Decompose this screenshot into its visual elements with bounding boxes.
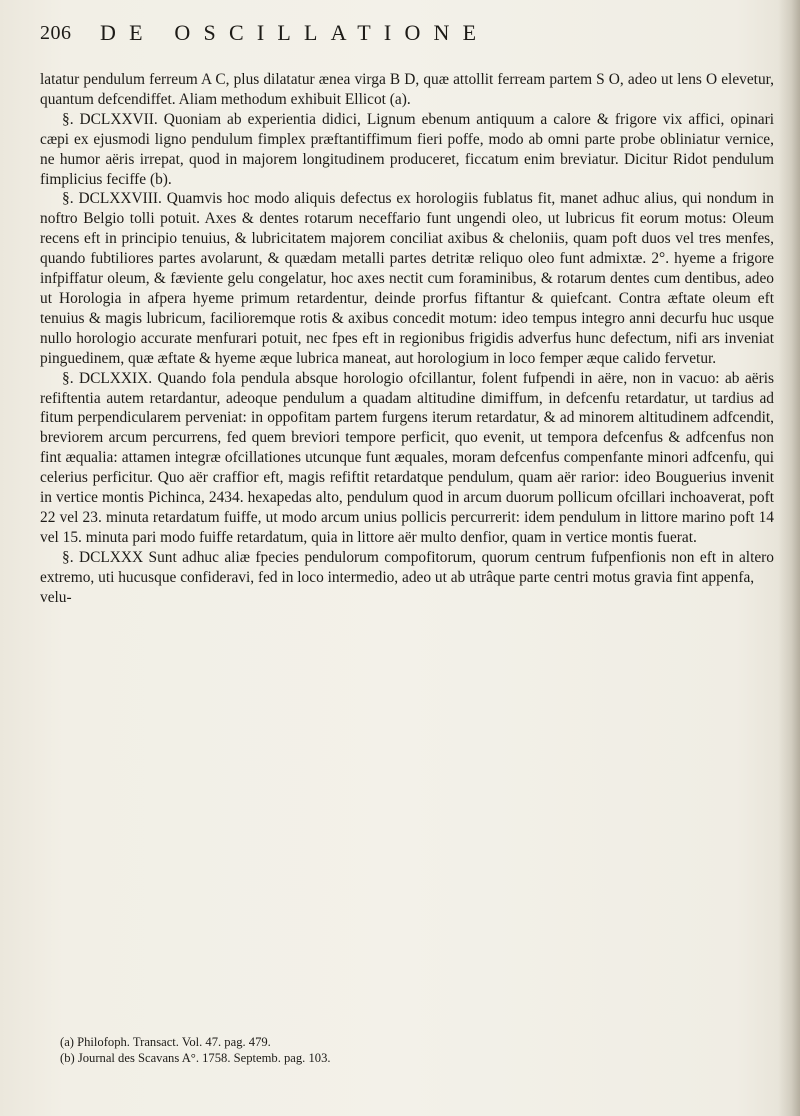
footnote-a: (a) Philofoph. Transact. Vol. 47. pag. 479. [60, 1035, 271, 1049]
page-edge-shadow [778, 0, 800, 1116]
running-title: DE OSCILLATIONE [100, 20, 490, 45]
page-header [40, 20, 760, 56]
page-number: 206 [40, 22, 72, 44]
paragraph-dclxxviii: §. DCLXXVIII. Quamvis hoc modo aliquis defectus ex horologiis fublatus fit, manet adhuc alius, qui nondum in noftro Belgio tolli potuit. Axes & dentes rotarum neceffario funt ungendi oleo, ut lubricus fit eorum motus: Oleum recens eft in principio tenuius, & lubricitatem majorem conciliat axibus & cheloniis, quam poft duos vel tres menfes, quando fubtiliores partes avolarunt, & quædam metalli partes detritæ reliquo oleo funt admixtæ. 2°. hyeme a frigore infpiffatur oleum, & fæviente gelu congelatur, hoc axes nectit cum foraminibus, & rotarum dentes cum dentibus, adeo ut Horologia in afpera hyeme primum retardentur, deinde prorfus fiftantur & quiefcant. Contra æftate oleum eft tenuius & magis lubricum, facilioremque rotis & axibus concedit motum: ideo tempus integro anni decurfu huc usque nullo horologio accurate menfurari potuit, nec fpes eft in regionibus frigidis adverfus hunc defectum, nifi ars inveniat pinguedinem, quæ æftate & hyeme æque lubrica maneat, aut horologium in loco femper æque calido fervetur. [40, 190, 774, 367]
body-text [40, 70, 774, 607]
paragraph-continuation: latatur pendulum ferreum A C, plus dilatatur ænea virga B D, quæ attollit ferream partem S O, adeo ut lens O elevetur, quantum defcendiffet. Aliam methodum exhibuit Ellicot (a). [40, 71, 774, 108]
paragraph-dclxxix: §. DCLXXIX. Quando fola pendula absque horologio ofcillantur, folent fufpendi in aëre, non in vacuo: ab aëris refiftentia autem retardantur, adeoque pendulum a quadam altitudine dimiffum, in defcenfu retardatur, ut tardius ad fitum perpendicularem perveniat: in oppofitam partem furgens iterum retardatur, & ad minorem altitudinem adfcendit, breviorem arcum percurrens, fed quem breviori tempore perficit, quo evenit, ut tempora defcenfus & adfcenfus non fint æqualia: attamen integræ ofcillationes utcunque funt æquales, moram defcenfus compenfante minori adfcenfu, qui celerius perficitur. Quo aër craffior eft, magis refiftit retardatque pendulum, quam aër rarior: ideo Bouguerius invenit in vertice montis Pichinca, 2434. hexapedas alto, pendulum quod in arcum duorum pollicum ofcillari inchoaverat, poft 22 vel 23. minuta retardatum fuiffe, ut modo arcum unius pollicis percurrerit: idem pendulum in littore marino poft 14 vel 15. minuta pari modo fuiffe retardatum, quia in littore aër multo denfior, quam in vertice montis fuerat. [40, 369, 774, 546]
footnotes [60, 1034, 760, 1066]
paragraph-dclxxx: §. DCLXXX Sunt adhuc aliæ fpecies pendulorum compofitorum, quorum centrum fufpenfionis non eft in altero extremo, uti hucusque confideravi, fed in loco intermedio, adeo ut ab utrâque parte centri motus gravia fint appenfa, [40, 548, 774, 586]
catchword: velu- [40, 588, 72, 606]
paragraph-dclxxvii: §. DCLXXVII. Quoniam ab experientia didici, Lignum ebenum antiquum a calore & frigore vix affici, opinari cæpi ex ejusmodi ligno pendulum fimplex præftantiffimum fieri poffe, modo ab omni parte probe obliniatur vernice, ne humor aëris irrepat, quod in majorem longitudinem produceret, ficcatum enim breviatur. Dicitur Ridot pendulum fimplicius feciffe (b). [40, 110, 774, 188]
footnote-b: (b) Journal des Scavans A°. 1758. Septemb. pag. 103. [60, 1051, 331, 1065]
